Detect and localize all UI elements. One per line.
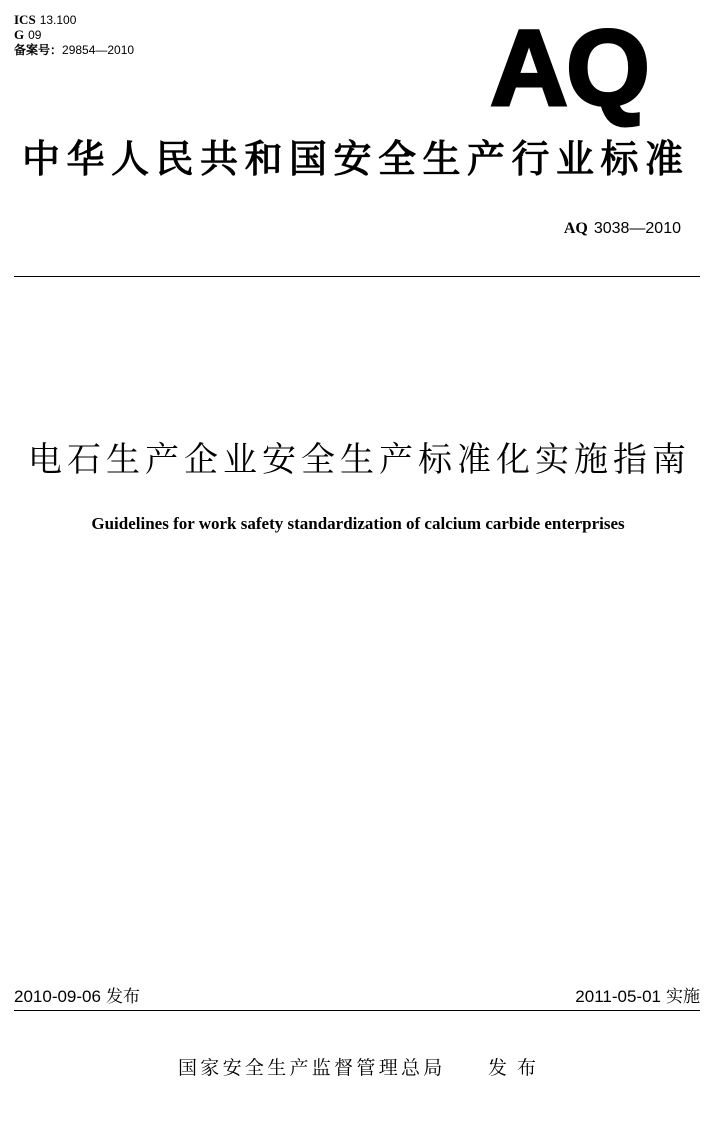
standard-number xyxy=(564,219,681,238)
top-divider xyxy=(14,276,700,277)
issue-date xyxy=(14,987,140,1007)
implementation-date-label: 实施 xyxy=(666,987,700,1007)
implementation-date xyxy=(575,987,700,1007)
ics-value: 13.100 xyxy=(39,13,77,27)
bottom-divider xyxy=(14,1010,700,1011)
issuing-authority: 国家安全生产监督管理总局 xyxy=(178,1057,446,1079)
ics-code xyxy=(14,13,76,27)
classification-code xyxy=(14,28,41,42)
document-title-chinese: 电石生产企业安全生产标准化实施指南 xyxy=(28,440,691,480)
standard-category-heading: 中华人民共和国安全生产行业标准 xyxy=(22,137,690,181)
aq-logo: AQ xyxy=(490,7,648,128)
ics-label: ICS xyxy=(14,12,36,27)
issue-date-value: 2010-09-06 xyxy=(14,987,101,1006)
classification-value: 09 xyxy=(28,28,42,42)
document-title-english: Guidelines for work safety standardization of calcium carbide enterprises xyxy=(91,514,625,533)
standard-number-prefix: AQ xyxy=(563,220,588,237)
record-value: 29854—2010 xyxy=(62,43,135,57)
record-number xyxy=(14,43,134,57)
issuing-action: 发 布 xyxy=(488,1057,539,1079)
implementation-date-value: 2011-05-01 xyxy=(575,987,661,1006)
classification-label: G xyxy=(14,27,25,42)
standard-number-value: 3038—2010 xyxy=(593,220,681,237)
record-label: 备案号： xyxy=(14,43,63,57)
issue-date-label: 发布 xyxy=(105,987,140,1007)
